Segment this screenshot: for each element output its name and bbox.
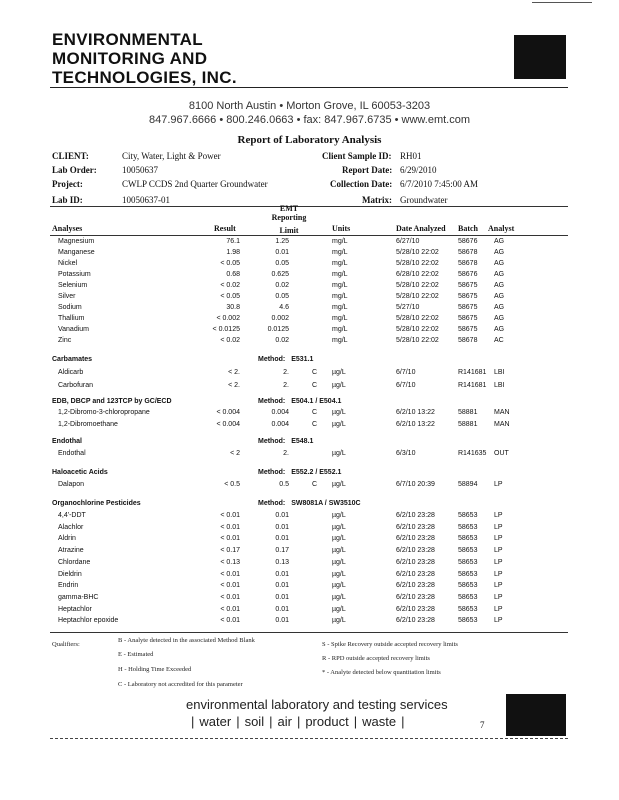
cell-result: < 0.01 bbox=[220, 512, 240, 519]
cell-date: 6/7/10 bbox=[396, 369, 416, 376]
cell-batch: 58653 bbox=[458, 605, 478, 613]
qualifiers-label: Qualifiers: bbox=[52, 641, 80, 648]
cell-limit: 0.01 bbox=[275, 617, 289, 625]
cell-analyst: LP bbox=[494, 582, 503, 590]
cell-analyst: AG bbox=[494, 315, 505, 322]
company-name-line-1: ENVIRONMENTAL bbox=[52, 30, 203, 49]
cell-result: < 0.13 bbox=[220, 558, 240, 566]
cell-batch: 58653 bbox=[458, 558, 478, 566]
table-row bbox=[0, 512, 619, 523]
report-date-value: 6/29/2010 bbox=[400, 165, 437, 175]
footer-categories: | water | soil | air | product | waste | bbox=[191, 714, 405, 729]
group-method-edb bbox=[258, 398, 341, 405]
cell-batch: 58675 bbox=[458, 282, 478, 289]
cell-limit: 0.01 bbox=[275, 249, 289, 256]
table-row bbox=[0, 606, 619, 617]
cell-result: < 0.5 bbox=[224, 481, 240, 488]
cell-name: Heptachlor bbox=[58, 605, 92, 613]
cell-result: < 0.004 bbox=[216, 421, 240, 428]
cell-result: < 0.01 bbox=[220, 523, 240, 531]
company-contact: 847.967.6666 • 800.246.0663 • fax: 847.967.6735 • www.emt.com bbox=[149, 114, 470, 126]
cell-batch: 58675 bbox=[458, 304, 478, 311]
col-limit-line-3: Limit bbox=[279, 226, 299, 235]
sample-id-value: RH01 bbox=[400, 151, 422, 161]
table-row bbox=[0, 326, 619, 337]
cell-units: µg/L bbox=[332, 421, 346, 428]
group-title-edb: EDB, DBCP and 123TCP by GC/ECD bbox=[52, 398, 172, 405]
cell-date: 6/2/10 23:28 bbox=[396, 512, 435, 519]
group-title-haloacetic: Haloacetic Acids bbox=[52, 469, 108, 476]
cell-date: 6/7/10 bbox=[396, 382, 416, 389]
cell-units: µg/L bbox=[332, 605, 346, 613]
cell-analyst: AG bbox=[494, 249, 505, 256]
footer-cat-product: product bbox=[305, 714, 349, 729]
cell-name: Chlordane bbox=[58, 558, 91, 566]
qualifier-e: E - Estimated bbox=[118, 651, 154, 658]
cell-name: Zinc bbox=[58, 337, 72, 344]
cell-units: µg/L bbox=[332, 617, 346, 625]
cell-result: < 0.004 bbox=[216, 409, 240, 416]
cell-limit: 0.05 bbox=[275, 260, 289, 267]
cell-units: µg/L bbox=[332, 547, 346, 555]
table-row bbox=[0, 571, 619, 582]
table-row bbox=[0, 282, 619, 293]
cell-limit: 0.002 bbox=[271, 315, 289, 322]
cell-limit: 2. bbox=[283, 450, 289, 457]
cell-date: 6/2/10 13:22 bbox=[396, 409, 435, 416]
lab-order-value: 10050637 bbox=[122, 165, 158, 175]
cell-result: < 2. bbox=[228, 382, 240, 389]
cell-name: Atrazine bbox=[58, 547, 84, 555]
cell-name: Endrin bbox=[58, 582, 79, 590]
cell-name: Aldrin bbox=[58, 535, 76, 543]
cell-units: µg/L bbox=[332, 535, 346, 543]
cell-result: < 0.17 bbox=[220, 547, 240, 555]
cell-analyst: LP bbox=[494, 570, 503, 578]
col-analyses: Analyses bbox=[52, 224, 83, 233]
cell-name: Alachlor bbox=[58, 523, 84, 531]
cell-batch: 58675 bbox=[458, 326, 478, 333]
cell-name: Manganese bbox=[58, 249, 95, 256]
table-row bbox=[0, 547, 619, 558]
cell-result: < 2 bbox=[230, 450, 240, 457]
qualifier-r: R - RPD outside accepted recovery limits bbox=[322, 655, 430, 662]
cell-batch: 58678 bbox=[458, 337, 478, 344]
cell-result: < 0.002 bbox=[216, 315, 240, 322]
cell-limit: 0.02 bbox=[275, 282, 289, 289]
logo-block bbox=[514, 35, 566, 79]
group-title-endothal: Endothal bbox=[52, 438, 82, 445]
cell-name: Endothal bbox=[58, 450, 86, 457]
cell-analyst: LBI bbox=[494, 369, 505, 376]
cell-q: C bbox=[312, 369, 318, 376]
cell-batch: 58653 bbox=[458, 535, 478, 543]
cell-batch: 58653 bbox=[458, 512, 478, 519]
cell-analyst: MAN bbox=[494, 421, 510, 428]
company-name-line-3: TECHNOLOGIES, INC. bbox=[52, 68, 237, 87]
group-title-carbamates: Carbamates bbox=[52, 356, 93, 363]
cell-limit: 0.01 bbox=[275, 582, 289, 590]
cell-units: mg/L bbox=[332, 293, 348, 300]
cell-analyst: AG bbox=[494, 304, 505, 311]
table-row bbox=[0, 271, 619, 282]
cell-analyst: LP bbox=[494, 512, 503, 519]
cell-analyst: OUT bbox=[494, 450, 509, 457]
cell-q: C bbox=[312, 409, 318, 416]
collection-date-label: Collection Date: bbox=[330, 179, 393, 189]
collection-date-value: 6/7/2010 7:45:00 AM bbox=[400, 179, 479, 189]
method-label: Method: bbox=[258, 469, 286, 476]
table-header-rule bbox=[50, 235, 568, 236]
footer-logo-block bbox=[506, 694, 566, 736]
cell-batch: 58653 bbox=[458, 547, 478, 555]
cell-date: 6/2/10 23:28 bbox=[396, 570, 435, 578]
cell-limit: 0.01 bbox=[275, 523, 289, 531]
cell-units: µg/L bbox=[332, 582, 346, 590]
col-date-analyzed: Date Analyzed bbox=[396, 224, 446, 233]
cell-name: Vanadium bbox=[58, 326, 90, 333]
method-label: Method: bbox=[258, 500, 286, 507]
cell-result: 30.8 bbox=[226, 304, 240, 311]
lab-id-value: 10050637-01 bbox=[122, 195, 170, 205]
cell-date: 5/28/10 22:02 bbox=[396, 282, 439, 289]
cell-analyst: AC bbox=[494, 337, 504, 344]
cell-batch: 58678 bbox=[458, 249, 478, 256]
cell-units: mg/L bbox=[332, 238, 348, 245]
method-label: Method: bbox=[258, 398, 286, 405]
cell-result: < 0.01 bbox=[220, 593, 240, 601]
cell-units: µg/L bbox=[332, 523, 346, 531]
cell-name: 1,2-Dibromoethane bbox=[58, 421, 118, 428]
qualifier-b: B - Analyte detected in the associated Method Blank bbox=[118, 637, 255, 644]
footer-cat-air: air bbox=[277, 714, 292, 729]
cell-name: Dalapon bbox=[58, 481, 85, 488]
lab-id-label: Lab ID: bbox=[52, 195, 83, 205]
table-row bbox=[0, 293, 619, 304]
cell-date: 6/2/10 23:28 bbox=[396, 593, 435, 601]
method-label: Method: bbox=[258, 356, 286, 363]
table-row bbox=[0, 238, 619, 249]
cell-result: < 0.02 bbox=[220, 337, 240, 344]
cell-date: 6/7/10 20:39 bbox=[396, 481, 435, 488]
cell-limit: 1.25 bbox=[275, 238, 289, 245]
qualifier-star: * - Analyte detected below quantitation limits bbox=[322, 669, 441, 676]
cell-result: < 0.01 bbox=[220, 582, 240, 590]
project-label: Project: bbox=[52, 179, 83, 189]
col-limit bbox=[264, 204, 314, 235]
cell-analyst: AG bbox=[494, 260, 505, 267]
cell-batch: 58676 bbox=[458, 238, 478, 245]
method-value: E548.1 bbox=[291, 438, 314, 445]
cell-batch: 58676 bbox=[458, 271, 478, 278]
method-label: Method: bbox=[258, 438, 286, 445]
col-units: Units bbox=[332, 224, 351, 233]
table-row bbox=[0, 594, 619, 605]
cell-limit: 2. bbox=[283, 369, 289, 376]
cell-units: µg/L bbox=[332, 382, 346, 389]
project-value: CWLP CCDS 2nd Quarter Groundwater bbox=[122, 179, 268, 189]
cell-q: C bbox=[312, 382, 318, 389]
cell-date: 5/28/10 22:02 bbox=[396, 326, 439, 333]
cell-analyst: LP bbox=[494, 523, 503, 531]
cell-units: µg/L bbox=[332, 570, 346, 578]
col-analyst: Analyst bbox=[488, 224, 515, 233]
cell-limit: 0.004 bbox=[271, 421, 289, 428]
table-row bbox=[0, 559, 619, 570]
cell-result: 0.68 bbox=[226, 271, 240, 278]
cell-date: 5/28/10 22:02 bbox=[396, 249, 439, 256]
cell-name: 4,4'-DDT bbox=[58, 512, 86, 519]
cell-batch: 58675 bbox=[458, 293, 478, 300]
cell-units: µg/L bbox=[332, 409, 346, 416]
cell-batch: 58653 bbox=[458, 582, 478, 590]
cell-limit: 0.01 bbox=[275, 605, 289, 613]
cell-date: 5/28/10 22:02 bbox=[396, 293, 439, 300]
cell-units: mg/L bbox=[332, 282, 348, 289]
cell-analyst: AG bbox=[494, 293, 505, 300]
table-row bbox=[0, 421, 619, 432]
lab-order-label: Lab Order: bbox=[52, 165, 97, 175]
table-bottom-rule bbox=[50, 632, 568, 633]
cell-analyst: LP bbox=[494, 558, 503, 566]
table-row bbox=[0, 249, 619, 260]
cell-analyst: LP bbox=[494, 617, 503, 625]
company-address: 8100 North Austin • Morton Grove, IL 60053-3203 bbox=[188, 100, 431, 112]
table-row bbox=[0, 450, 619, 461]
cell-units: µg/L bbox=[332, 558, 346, 566]
cell-units: µg/L bbox=[332, 450, 346, 457]
qualifier-s: S - Spike Recovery outside accepted recovery limits bbox=[322, 641, 458, 648]
cell-analyst: LP bbox=[494, 481, 503, 488]
cell-date: 6/28/10 22:02 bbox=[396, 271, 439, 278]
method-value: E531.1 bbox=[291, 356, 314, 363]
group-title-organochlorine: Organochlorine Pesticides bbox=[52, 500, 141, 507]
cell-batch: R141681 bbox=[458, 369, 487, 376]
cell-batch: 58653 bbox=[458, 523, 478, 531]
company-name-line-2: MONITORING AND bbox=[52, 49, 208, 68]
col-result: Result bbox=[214, 224, 236, 233]
page-number: 7 bbox=[480, 720, 485, 730]
cell-name: Heptachlor epoxide bbox=[58, 617, 119, 625]
cell-limit: 0.5 bbox=[279, 481, 289, 488]
cell-units: µg/L bbox=[332, 481, 346, 488]
cell-date: 6/3/10 bbox=[396, 450, 416, 457]
cell-limit: 0.13 bbox=[275, 558, 289, 566]
cell-limit: 2. bbox=[283, 382, 289, 389]
cell-result: < 0.01 bbox=[220, 605, 240, 613]
cell-analyst: LP bbox=[494, 605, 503, 613]
table-row bbox=[0, 382, 619, 393]
cell-name: Potassium bbox=[58, 271, 91, 278]
cell-date: 6/2/10 23:28 bbox=[396, 617, 435, 625]
cell-limit: 0.01 bbox=[275, 535, 289, 543]
cell-batch: R141681 bbox=[458, 382, 487, 389]
cell-analyst: AG bbox=[494, 326, 505, 333]
group-method-carbamates bbox=[258, 356, 313, 363]
table-row bbox=[0, 617, 619, 628]
client-label: CLIENT: bbox=[52, 151, 89, 161]
cell-units: mg/L bbox=[332, 326, 348, 333]
cell-analyst: MAN bbox=[494, 409, 510, 416]
qualifier-c: C - Laboratory not accredited for this parameter bbox=[118, 681, 243, 688]
cell-limit: 0.0125 bbox=[267, 326, 289, 333]
table-row bbox=[0, 535, 619, 546]
cell-result: < 0.02 bbox=[220, 282, 240, 289]
sample-id-label: Client Sample ID: bbox=[322, 151, 392, 161]
cell-batch: R141635 bbox=[458, 450, 487, 457]
cell-name: Dieldrin bbox=[58, 570, 82, 578]
cell-limit: 0.01 bbox=[275, 593, 289, 601]
cell-limit: 4.6 bbox=[279, 304, 289, 311]
cell-result: < 0.01 bbox=[220, 617, 240, 625]
cell-limit: 0.004 bbox=[271, 409, 289, 416]
cell-name: Carbofuran bbox=[58, 382, 94, 389]
cell-result: < 0.05 bbox=[220, 260, 240, 267]
cell-date: 5/28/10 22:02 bbox=[396, 260, 439, 267]
table-row bbox=[0, 315, 619, 326]
cell-analyst: AG bbox=[494, 238, 505, 245]
cell-q: C bbox=[312, 421, 318, 428]
footer-cat-waste: waste bbox=[362, 714, 397, 729]
method-value: E504.1 / E504.1 bbox=[291, 398, 342, 405]
cell-units: mg/L bbox=[332, 315, 348, 322]
cell-name: Selenium bbox=[58, 282, 88, 289]
cell-limit: 0.625 bbox=[271, 271, 289, 278]
cell-result: 1.98 bbox=[226, 249, 240, 256]
cell-analyst: LBI bbox=[494, 382, 505, 389]
cell-batch: 58653 bbox=[458, 570, 478, 578]
col-limit-line-2: Reporting bbox=[271, 213, 307, 222]
cell-units: µg/L bbox=[332, 512, 346, 519]
cell-name: Nickel bbox=[58, 260, 78, 267]
cell-date: 6/2/10 23:28 bbox=[396, 605, 435, 613]
cell-analyst: AG bbox=[494, 271, 505, 278]
qualifier-h: H - Holding Time Exceeded bbox=[118, 666, 192, 673]
cell-date: 6/27/10 bbox=[396, 238, 420, 245]
cell-analyst: AG bbox=[494, 282, 505, 289]
cell-limit: 0.17 bbox=[275, 547, 289, 555]
cell-units: mg/L bbox=[332, 260, 348, 267]
cell-limit: 0.01 bbox=[275, 512, 289, 519]
cell-name: 1,2-Dibromo-3-chloropropane bbox=[58, 409, 150, 416]
company-name bbox=[52, 30, 237, 87]
cell-date: 6/2/10 23:28 bbox=[396, 558, 435, 566]
group-method-haloacetic bbox=[258, 469, 341, 476]
table-row bbox=[0, 481, 619, 492]
report-title: Report of Laboratory Analysis bbox=[237, 134, 382, 146]
footer-cat-soil: soil bbox=[244, 714, 265, 729]
table-row bbox=[0, 337, 619, 348]
matrix-value: Groundwater bbox=[400, 195, 448, 205]
table-row bbox=[0, 260, 619, 271]
cell-limit: 0.02 bbox=[275, 337, 289, 344]
cell-units: mg/L bbox=[332, 249, 348, 256]
cell-analyst: LP bbox=[494, 547, 503, 555]
col-limit-line-1: EMT bbox=[279, 204, 299, 213]
cell-name: Silver bbox=[58, 293, 76, 300]
top-edge-line bbox=[532, 2, 592, 3]
footer-dashed-rule bbox=[50, 738, 568, 739]
matrix-label: Matrix: bbox=[362, 195, 392, 205]
table-row bbox=[0, 582, 619, 593]
cell-analyst: LP bbox=[494, 593, 503, 601]
cell-date: 6/2/10 23:28 bbox=[396, 523, 435, 531]
table-row bbox=[0, 369, 619, 380]
cell-q: C bbox=[312, 481, 318, 488]
cell-name: Thallium bbox=[58, 315, 85, 322]
cell-date: 6/2/10 23:28 bbox=[396, 582, 435, 590]
table-row bbox=[0, 524, 619, 535]
cell-date: 5/27/10 bbox=[396, 304, 420, 311]
cell-analyst: LP bbox=[494, 535, 503, 543]
cell-batch: 58881 bbox=[458, 421, 478, 428]
group-method-endothal bbox=[258, 438, 313, 445]
cell-units: mg/L bbox=[332, 337, 348, 344]
cell-result: < 0.05 bbox=[220, 293, 240, 300]
footer-tagline: environmental laboratory and testing services bbox=[186, 697, 448, 712]
col-batch: Batch bbox=[458, 224, 478, 233]
cell-date: 6/2/10 23:28 bbox=[396, 547, 435, 555]
cell-batch: 58653 bbox=[458, 617, 478, 625]
cell-units: µg/L bbox=[332, 369, 346, 376]
cell-batch: 58675 bbox=[458, 315, 478, 322]
cell-result: 76.1 bbox=[226, 238, 240, 245]
cell-date: 6/2/10 13:22 bbox=[396, 421, 435, 428]
cell-date: 5/28/10 22:02 bbox=[396, 315, 439, 322]
table-row bbox=[0, 409, 619, 420]
cell-batch: 58881 bbox=[458, 409, 478, 416]
cell-name: Aldicarb bbox=[58, 369, 84, 376]
cell-result: < 0.0125 bbox=[212, 326, 240, 333]
cell-result: < 2. bbox=[228, 369, 240, 376]
header-rule bbox=[50, 87, 568, 88]
method-value: E552.2 / E552.1 bbox=[291, 469, 342, 476]
cell-result: < 0.01 bbox=[220, 535, 240, 543]
cell-units: mg/L bbox=[332, 304, 348, 311]
table-row bbox=[0, 304, 619, 315]
cell-date: 5/28/10 22:02 bbox=[396, 337, 439, 344]
cell-batch: 58894 bbox=[458, 481, 478, 488]
cell-limit: 0.05 bbox=[275, 293, 289, 300]
group-method-organochlorine bbox=[258, 500, 361, 507]
cell-batch: 58653 bbox=[458, 593, 478, 601]
cell-result: < 0.01 bbox=[220, 570, 240, 578]
cell-name: Sodium bbox=[58, 304, 82, 311]
report-date-label: Report Date: bbox=[342, 165, 393, 175]
cell-units: µg/L bbox=[332, 593, 346, 601]
cell-units: mg/L bbox=[332, 271, 348, 278]
cell-name: Magnesium bbox=[58, 238, 95, 245]
cell-limit: 0.01 bbox=[275, 570, 289, 578]
cell-batch: 58678 bbox=[458, 260, 478, 267]
client-value: City, Water, Light & Power bbox=[122, 151, 221, 161]
method-value: SW8081A / SW3510C bbox=[291, 500, 361, 507]
footer-cat-water: water bbox=[199, 714, 232, 729]
cell-name: gamma-BHC bbox=[58, 593, 99, 601]
cell-date: 6/2/10 23:28 bbox=[396, 535, 435, 543]
